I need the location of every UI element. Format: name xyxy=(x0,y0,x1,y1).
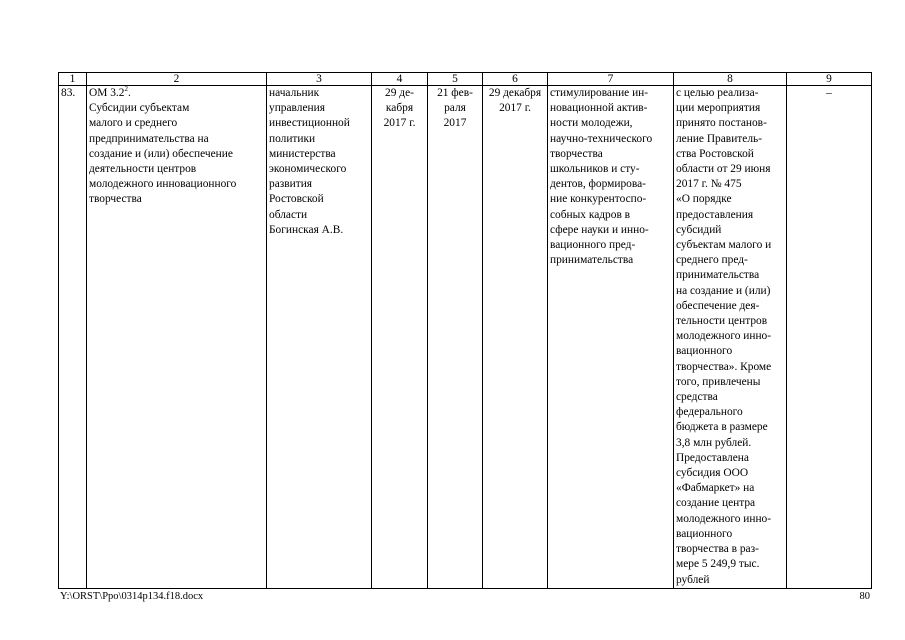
col-header-2: 2 xyxy=(87,73,267,86)
header-row xyxy=(59,73,872,86)
col-header-5: 5 xyxy=(428,73,483,86)
table-row xyxy=(59,86,872,589)
footer-file-path: Y:\ORST\Ppo\0314p134.f18.docx xyxy=(60,591,204,602)
col-header-7: 7 xyxy=(548,73,674,86)
col-header-1: 1 xyxy=(59,73,87,86)
deviation-reason: – xyxy=(787,86,872,589)
measure-footnote-mark: 2 xyxy=(124,85,128,94)
measure-description: . Субсидии субъектам малого и среднего предпринимательства на создание и (или) обеспечение деятельности центров молодежного инновационного творчества xyxy=(89,87,237,206)
responsible-person: начальник управления инвестиционной политики министерства экономического развития Ростовской области Богинская А.В. xyxy=(267,86,372,589)
footer-page-number: 80 xyxy=(859,591,870,602)
actual-result: с целью реализа- ции мероприятия принято постанов- ление Правитель- ства Ростовской области от 29 июня 2017 г. № 475 «О порядке предоставления субсидий субъектам малого и среднего пред- принимательства на создание и (или) обеспечение дея- тельности центров молодежного инно- вационного творчества». Кроме того, привлечены средства федерального бюджета в размере 3,8 млн рублей. Предоставлена субсидия ООО «Фабмаркет» на создание центра молодежного инно- вационного творчества в раз- мере 5 249,9 тыс. рублей xyxy=(674,86,787,589)
col-header-8: 8 xyxy=(674,73,787,86)
col-header-6: 6 xyxy=(483,73,548,86)
col-header-9: 9 xyxy=(787,73,872,86)
col-header-3: 3 xyxy=(267,73,372,86)
planned-result: стимулирование ин- новационной актив- ности молодежи, научно-технического творчества школьников и сту- дентов, формирова- ние конкурентоспо- собных кадров в сфере науки и инно- вационного пред- принимательства xyxy=(548,86,674,589)
plan-end-date: 29 декабря 2017 г. xyxy=(483,86,548,589)
plan-start-date: 29 де- кабря 2017 г. xyxy=(372,86,428,589)
report-table xyxy=(58,72,872,589)
measure-code: ОМ 3.2 xyxy=(89,87,125,99)
col-header-4: 4 xyxy=(372,73,428,86)
row-number: 83. xyxy=(59,86,87,589)
fact-start-date: 21 фев- раля 2017 xyxy=(428,86,483,589)
measure-title xyxy=(87,86,267,589)
